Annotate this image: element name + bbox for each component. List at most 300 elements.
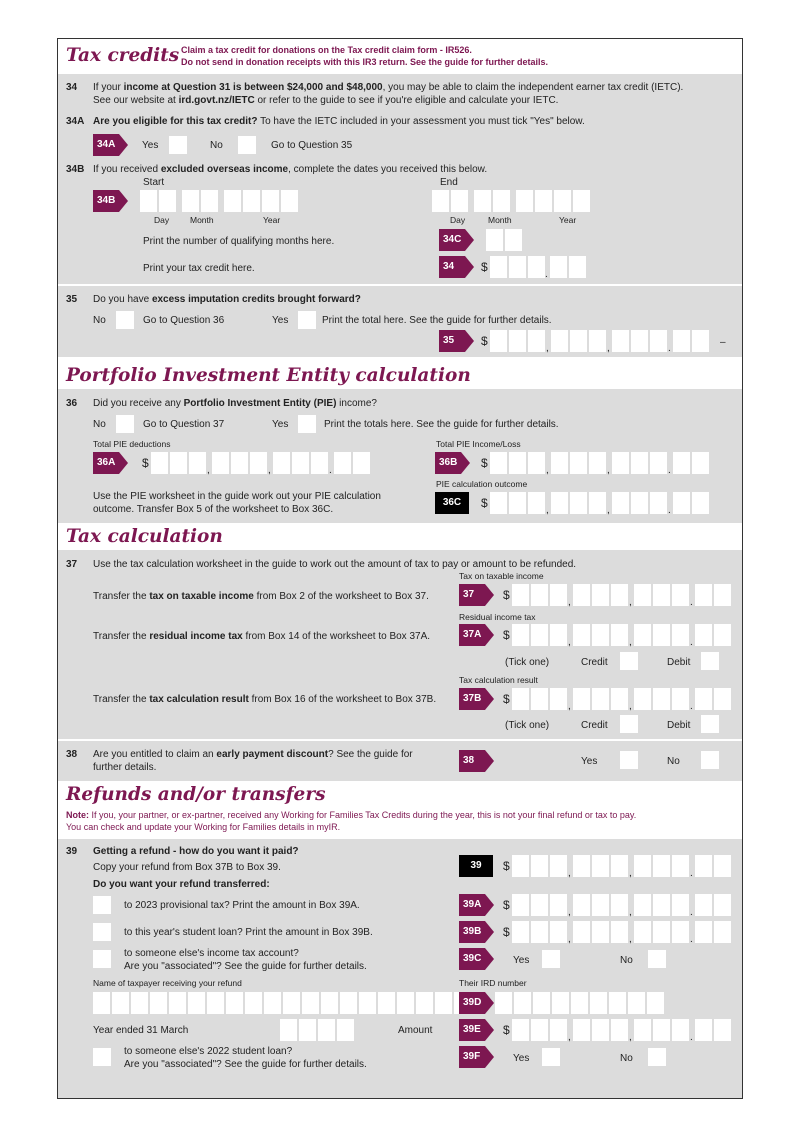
q36c-box-6[interactable] [589,492,606,514]
q35-box-4[interactable] [551,330,568,352]
q37a-box-3[interactable] [550,624,567,646]
q36b-box-11[interactable] [692,452,709,474]
q39e-year-box-3[interactable] [318,1019,335,1041]
q35-yes-label: Yes [272,315,289,326]
q37-caption: Tax on taxable income [459,571,544,581]
q39-name-box-13[interactable] [321,992,338,1014]
q36c-caption: PIE calculation outcome [436,479,528,489]
q39e-box-4[interactable] [573,1019,590,1041]
q37a-text: Transfer the residual income tax from Box 14 of the worksheet to Box 37A. [93,631,431,642]
q39-box-2[interactable] [531,855,548,877]
end-date-box-6[interactable] [535,190,552,212]
q37a-debit-checkbox[interactable] [701,652,719,670]
q39e-box-6[interactable] [611,1019,628,1041]
q34a-yes-checkbox[interactable] [169,136,187,154]
q34-text-1: If your income at Question 31 is between $24,000 and $48,000, you may be able to claim the independent earner tax credit (IETC). [93,82,684,93]
q39d-box-9[interactable] [647,992,664,1014]
tag-37b: 37B [459,688,485,710]
q34-box-5[interactable] [569,256,586,278]
q39b-dollar: $ [503,925,510,939]
q34-box-3[interactable] [528,256,545,278]
q39-box-4[interactable] [573,855,590,877]
q39a-checkbox[interactable] [93,896,111,914]
q39c-text-2: Are you "associated"? See the guide for further details. [124,961,367,972]
q39e-dollar: $ [503,1023,510,1037]
q36a-box-8[interactable] [292,452,309,474]
q35-dollar: $ [481,334,488,348]
separator: . [690,907,693,918]
separator: . [668,465,671,476]
q39-name-box-17[interactable] [397,992,414,1014]
q39-name-box-9[interactable] [245,992,262,1014]
q39f-yes-label: Yes [513,1053,530,1064]
q37-box-1[interactable] [512,584,529,606]
q37-box-4[interactable] [573,584,590,606]
q34b-text: If you received excluded overseas income, complete the dates you received this below. [93,164,488,175]
q39-name-box-11[interactable] [283,992,300,1014]
q36-worksheet-1: Use the PIE worksheet in the guide work out your PIE calculation [93,491,381,502]
q34a-no-label: No [210,140,223,151]
q39a-box-1[interactable] [512,894,529,916]
q39e-box-7[interactable] [634,1019,651,1041]
q37b-box-3[interactable] [550,688,567,710]
q37-text: Transfer the tax on taxable income from Box 2 of the worksheet to Box 37. [93,591,429,602]
q39-name-box-14[interactable] [340,992,357,1014]
end-date-box-8[interactable] [573,190,590,212]
q34a-question: Are you eligible for this tax credit? To have the IETC included in your assessment you must tick "Yes" below. [93,116,585,127]
q39-copy: Copy your refund from Box 37B to Box 39. [93,862,281,873]
q39f-no-label: No [620,1053,633,1064]
q37b-credit-checkbox[interactable] [620,715,638,733]
q39a-box-5[interactable] [592,894,609,916]
start-date-box-6[interactable] [243,190,260,212]
q39-box-3[interactable] [550,855,567,877]
q36-worksheet-2: outcome. Transfer Box 5 of the worksheet to Box 36C. [93,504,334,515]
tag-34b: 34B [93,190,119,212]
end-date-box-2[interactable] [451,190,468,212]
start-day-label: Day [154,215,170,225]
tag-34: 34 [439,256,465,278]
q34-number: 34 [66,82,78,93]
q36-yes-checkbox[interactable] [298,415,316,433]
q34a-number: 34A [66,116,85,127]
q36c-box-3[interactable] [528,492,545,514]
ir3-form-page [57,38,743,1099]
q37-box-6[interactable] [611,584,628,606]
end-date-box-1[interactable] [432,190,449,212]
q39b-box-1[interactable] [512,921,529,943]
q39-number: 39 [66,846,78,857]
q39-name-box-8[interactable] [226,992,243,1014]
tag-39f: 39F [459,1046,485,1068]
q36c-box-1[interactable] [490,492,507,514]
q39-name-box-16[interactable] [378,992,395,1014]
q39f-checkbox[interactable] [93,1048,111,1066]
q37b-box-1[interactable] [512,688,529,710]
q39f-text-1: to someone else's 2022 student loan? [124,1046,293,1057]
q36-goto: Go to Question 37 [143,419,225,430]
q39e-box-10[interactable] [695,1019,712,1041]
q36c-box-8[interactable] [631,492,648,514]
q36a-box-2[interactable] [170,452,187,474]
q38-text-2: further details. [93,762,157,773]
q37b-caption: Tax calculation result [459,675,538,685]
q36-print: Print the totals here. See the guide for further details. [324,419,559,430]
q39-box-5[interactable] [592,855,609,877]
q37b-box-8[interactable] [653,688,670,710]
q37a-credit-checkbox[interactable] [620,652,638,670]
q39c-yes-label: Yes [513,955,530,966]
q39e-box-1[interactable] [512,1019,529,1041]
q39e-year-box-1[interactable] [280,1019,297,1041]
q34b-end-label: End [440,177,458,188]
q39d-box-1[interactable] [495,992,512,1014]
q37b-box-2[interactable] [531,688,548,710]
tag-35: 35 [439,330,465,352]
q39-name-box-19[interactable] [435,992,452,1014]
q36-no-label: No [93,419,106,430]
q39-name-box-1[interactable] [93,992,110,1014]
q39a-dollar: $ [503,898,510,912]
q39e-year-box-2[interactable] [299,1019,316,1041]
q39e-box-8[interactable] [653,1019,670,1041]
q37a-box-7[interactable] [634,624,651,646]
separator: , [607,465,610,476]
q39a-box-2[interactable] [531,894,548,916]
q39b-box-9[interactable] [672,921,689,943]
q39d-box-2[interactable] [514,992,531,1014]
q37b-box-7[interactable] [634,688,651,710]
separator: , [629,597,632,608]
q38-yes-checkbox[interactable] [620,751,638,769]
q37a-box-1[interactable] [512,624,529,646]
q35-box-7[interactable] [612,330,629,352]
q37-box-7[interactable] [634,584,651,606]
separator: , [568,637,571,648]
q36b-box-4[interactable] [551,452,568,474]
q36b-box-1[interactable] [490,452,507,474]
q39-heading: Getting a refund - how do you want it paid? [93,846,299,857]
q39b-box-3[interactable] [550,921,567,943]
q39b-box-5[interactable] [592,921,609,943]
q37a-box-2[interactable] [531,624,548,646]
start-date-box-3[interactable] [182,190,199,212]
q37a-box-10[interactable] [695,624,712,646]
end-day-label: Day [450,215,466,225]
q39d-box-5[interactable] [571,992,588,1014]
q36b-box-5[interactable] [570,452,587,474]
end-month-label: Month [488,215,512,225]
q39-box-11[interactable] [714,855,731,877]
q38-no-checkbox[interactable] [701,751,719,769]
q36a-box-9[interactable] [311,452,328,474]
tag-37: 37 [459,584,485,606]
q35-no-checkbox[interactable] [116,311,134,329]
q36c-dollar: $ [481,496,488,510]
q37a-box-8[interactable] [653,624,670,646]
q36c-box-5[interactable] [570,492,587,514]
q39-box-6[interactable] [611,855,628,877]
q36b-box-3[interactable] [528,452,545,474]
q37-box-5[interactable] [592,584,609,606]
q35-yes-checkbox[interactable] [298,311,316,329]
q35-no-label: No [93,315,106,326]
q39-box-7[interactable] [634,855,651,877]
q39-name-box-12[interactable] [302,992,319,1014]
q37a-box-11[interactable] [714,624,731,646]
refunds-note-1: Note: If you, your partner, or ex-partner, received any Working for Families Tax Credits during the year, this is not your final refund or tax to pay. [66,810,637,820]
q36b-box-10[interactable] [673,452,690,474]
q39a-box-10[interactable] [695,894,712,916]
q39d-box-8[interactable] [628,992,645,1014]
q38-number: 38 [66,749,78,760]
tag-38: 38 [459,750,485,772]
q34c-label: Print the number of qualifying months here. [143,236,335,247]
tag-34a: 34A [93,134,119,156]
end-year-label: Year [559,215,577,225]
q39e-box-11[interactable] [714,1019,731,1041]
q36-yes-label: Yes [272,419,289,430]
q39d-box-7[interactable] [609,992,626,1014]
tag-39a: 39A [459,894,485,916]
q39e-box-9[interactable] [672,1019,689,1041]
q34-dollar: $ [481,260,488,274]
q39e-box-5[interactable] [592,1019,609,1041]
q35-box-2[interactable] [509,330,526,352]
q37-box-3[interactable] [550,584,567,606]
separator: . [690,701,693,712]
tag-39c: 39C [459,948,485,970]
q34b-start-label: Start [143,177,165,188]
tag-37a: 37A [459,624,485,646]
q39-name-box-6[interactable] [188,992,205,1014]
separator: , [607,343,610,354]
q37-box-8[interactable] [653,584,670,606]
q36b-dollar: $ [481,456,488,470]
q37-box-11[interactable] [714,584,731,606]
q37b-box-11[interactable] [714,688,731,710]
q35-box-8[interactable] [631,330,648,352]
end-date-box-3[interactable] [474,190,491,212]
q36a-box-1[interactable] [151,452,168,474]
q39a-box-7[interactable] [634,894,651,916]
q37-box-10[interactable] [695,584,712,606]
separator: , [629,868,632,879]
q36c-box-10[interactable] [673,492,690,514]
q39-name-box-15[interactable] [359,992,376,1014]
q34-credit-label: Print your tax credit here. [143,263,255,274]
q35-box-3[interactable] [528,330,545,352]
q39-name-label: Name of taxpayer receiving your refund [93,978,242,988]
q39a-box-8[interactable] [653,894,670,916]
q39b-box-10[interactable] [695,921,712,943]
q35-box-11[interactable] [692,330,709,352]
q39e-box-3[interactable] [550,1019,567,1041]
q39b-box-8[interactable] [653,921,670,943]
q39e-box-2[interactable] [531,1019,548,1041]
separator: , [568,868,571,879]
separator: , [568,907,571,918]
tag-39: 39 [459,855,493,877]
q34a-no-checkbox[interactable] [238,136,256,154]
q39c-checkbox[interactable] [93,950,111,968]
start-date-box-2[interactable] [159,190,176,212]
q39e-year-box-4[interactable] [337,1019,354,1041]
q39-box-1[interactable] [512,855,529,877]
q34c-box-2[interactable] [505,229,522,251]
q35-box-1[interactable] [490,330,507,352]
q36c-box-11[interactable] [692,492,709,514]
q37a-box-9[interactable] [672,624,689,646]
q36a-caption: Total PIE deductions [93,439,171,449]
q36a-box-11[interactable] [353,452,370,474]
separator: . [690,1032,693,1043]
q35-box-9[interactable] [650,330,667,352]
q39f-yes-checkbox[interactable] [542,1048,560,1066]
q36a-box-6[interactable] [250,452,267,474]
separator: . [690,597,693,608]
q36a-box-3[interactable] [189,452,206,474]
q39-name-box-5[interactable] [169,992,186,1014]
q39-box-9[interactable] [672,855,689,877]
separator: , [546,465,549,476]
tag-39e: 39E [459,1019,485,1041]
q39d-box-4[interactable] [552,992,569,1014]
q37-number: 37 [66,559,78,570]
q39-name-box-18[interactable] [416,992,433,1014]
separator: , [568,701,571,712]
q37-box-2[interactable] [531,584,548,606]
q37-intro: Use the tax calculation worksheet in the guide to work out the amount of tax to pay or amount to be refunded. [93,559,577,570]
q39a-box-11[interactable] [714,894,731,916]
separator: . [329,465,332,476]
q35-goto: Go to Question 36 [143,315,225,326]
q34-box-1[interactable] [490,256,507,278]
q37b-debit-label: Debit [667,720,691,731]
q36a-dollar: $ [142,456,149,470]
q36a-box-7[interactable] [273,452,290,474]
q37-box-9[interactable] [672,584,689,606]
q36c-box-9[interactable] [650,492,667,514]
q35-box-5[interactable] [570,330,587,352]
q34-box-4[interactable] [550,256,567,278]
q39b-box-6[interactable] [611,921,628,943]
q35-minus: – [720,337,726,348]
q36b-box-6[interactable] [589,452,606,474]
separator: , [546,505,549,516]
separator: , [207,465,210,476]
end-date-box-4[interactable] [493,190,510,212]
q36c-box-4[interactable] [551,492,568,514]
end-date-box-7[interactable] [554,190,571,212]
q37b-box-5[interactable] [592,688,609,710]
q36b-box-8[interactable] [631,452,648,474]
q39-name-box-10[interactable] [264,992,281,1014]
q36-number: 36 [66,398,78,409]
q36a-box-4[interactable] [212,452,229,474]
q39-transfer-question: Do you want your refund transferred: [93,879,270,890]
q36c-box-7[interactable] [612,492,629,514]
q34b-number: 34B [66,164,85,175]
tax-credits-note-1: Claim a tax credit for donations on the Tax credit claim form - IR526. [181,45,472,55]
tag-36a: 36A [93,452,119,474]
q36a-box-10[interactable] [334,452,351,474]
q39b-checkbox[interactable] [93,923,111,941]
q39-box-8[interactable] [653,855,670,877]
q35-box-6[interactable] [589,330,606,352]
start-date-box-5[interactable] [224,190,241,212]
separator: , [629,701,632,712]
q37b-box-4[interactable] [573,688,590,710]
q37b-text: Transfer the tax calculation result from Box 16 of the worksheet to Box 37B. [93,694,437,705]
tag-36c: 36C [435,492,469,514]
q36b-box-2[interactable] [509,452,526,474]
q39c-yes-checkbox[interactable] [542,950,560,968]
start-date-box-4[interactable] [201,190,218,212]
separator: . [668,343,671,354]
q39a-box-3[interactable] [550,894,567,916]
separator: . [690,637,693,648]
q36b-caption: Total PIE Income/Loss [436,439,521,449]
start-month-label: Month [190,215,214,225]
q39b-box-4[interactable] [573,921,590,943]
q37a-box-6[interactable] [611,624,628,646]
q39b-box-11[interactable] [714,921,731,943]
q39-box-10[interactable] [695,855,712,877]
q39a-box-4[interactable] [573,894,590,916]
q39-name-box-7[interactable] [207,992,224,1014]
q39c-no-checkbox[interactable] [648,950,666,968]
q37b-debit-checkbox[interactable] [701,715,719,733]
q37b-box-9[interactable] [672,688,689,710]
q38-no-label: No [667,756,680,767]
q37b-box-6[interactable] [611,688,628,710]
q39-ird-label: Their IRD number [459,978,527,988]
start-date-box-1[interactable] [140,190,157,212]
q36c-box-2[interactable] [509,492,526,514]
q39d-box-3[interactable] [533,992,550,1014]
start-date-box-8[interactable] [281,190,298,212]
q35-box-10[interactable] [673,330,690,352]
q36b-box-7[interactable] [612,452,629,474]
q39-name-box-4[interactable] [150,992,167,1014]
q39f-text-2: Are you "associated"? See the guide for further details. [124,1059,367,1070]
q39-name-box-2[interactable] [112,992,129,1014]
q37b-credit-label: Credit [581,720,608,731]
q34-box-2[interactable] [509,256,526,278]
end-date-box-5[interactable] [516,190,533,212]
q39f-no-checkbox[interactable] [648,1048,666,1066]
q36-no-checkbox[interactable] [116,415,134,433]
q36a-box-5[interactable] [231,452,248,474]
q37b-box-10[interactable] [695,688,712,710]
q37a-box-5[interactable] [592,624,609,646]
q39a-box-6[interactable] [611,894,628,916]
q39-name-box-3[interactable] [131,992,148,1014]
q34a-goto: Go to Question 35 [271,140,353,151]
separator: , [629,637,632,648]
q39a-box-9[interactable] [672,894,689,916]
separator: , [629,907,632,918]
q34c-box-1[interactable] [486,229,503,251]
q36b-box-9[interactable] [650,452,667,474]
q39b-box-2[interactable] [531,921,548,943]
q37a-tick-one: (Tick one) [505,657,550,668]
start-date-box-7[interactable] [262,190,279,212]
q39b-box-7[interactable] [634,921,651,943]
q37a-box-4[interactable] [573,624,590,646]
q39d-box-6[interactable] [590,992,607,1014]
